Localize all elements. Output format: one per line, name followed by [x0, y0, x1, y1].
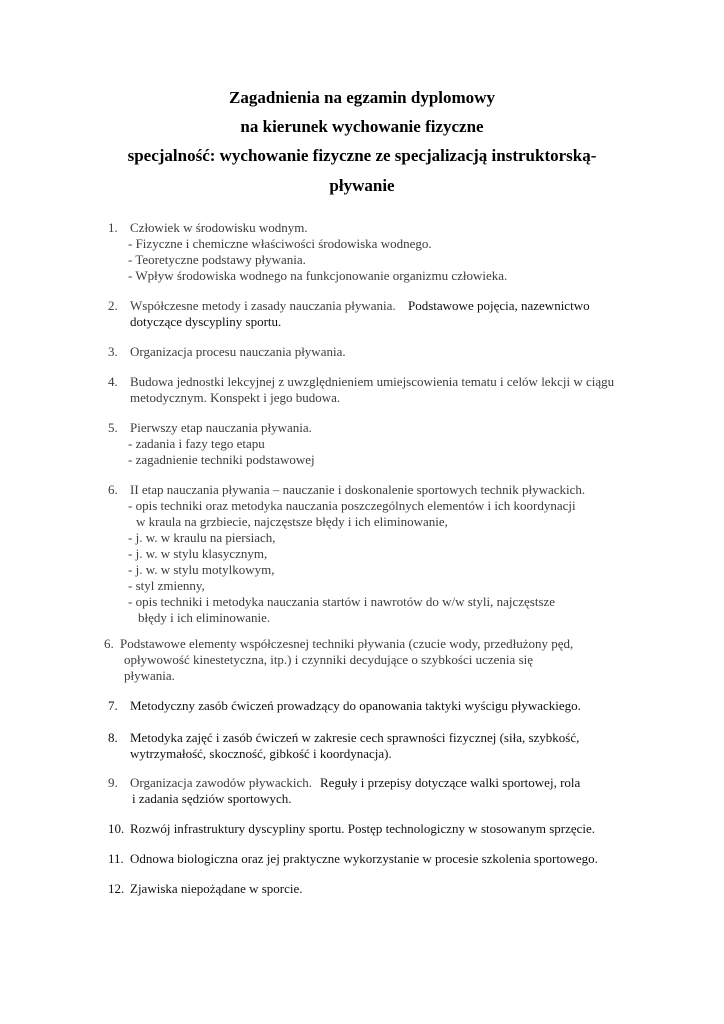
item-line: błędy i ich eliminowanie. — [138, 610, 271, 625]
item-number: 8. — [108, 730, 118, 745]
item-line: Organizacja zawodów pływackich. — [130, 775, 313, 790]
item-line: Odnowa biologiczna oraz jej praktyczne wykorzystanie w procesie szkolenia sportowego. — [130, 851, 598, 866]
item-line: - Wpływ środowiska wodnego na funkcjonowanie organizmu człowieka. — [128, 268, 508, 283]
item-number: 4. — [108, 374, 118, 389]
item-line: Rozwój infrastruktury dyscypliny sportu. Postęp technologiczny w stosowanym sprzęcie. — [130, 821, 596, 836]
item-line: II etap nauczania pływania – nauczanie i doskonalenie sportowych technik pływackich. — [130, 482, 586, 497]
item-number: 9. — [108, 775, 118, 790]
item-number: 2. — [108, 298, 118, 313]
item-line: w kraula na grzbiecie, najczęstsze błędy i ich eliminowanie, — [136, 514, 448, 529]
item-line: Metodyka zajęć i zasób ćwiczeń w zakresie cech sprawności fizycznej (siła, szybkość, — [130, 730, 580, 745]
item-line: - j. w. w stylu klasycznym, — [128, 546, 268, 561]
item-line: opływowość kinestetyczna, itp.) i czynniki decydujące o szybkości uczenia się — [124, 652, 534, 667]
title-line-3: specjalność: wychowanie fizyczne ze specjalizacją instruktorską- — [127, 146, 597, 165]
item-number: 11. — [108, 851, 124, 866]
item-number: 7. — [108, 698, 118, 713]
item-line: Podstawowe pojęcia, nazewnictwo — [408, 298, 590, 313]
item-line: - Teoretyczne podstawy pływania. — [128, 252, 306, 267]
title-line-4: pływanie — [329, 176, 395, 195]
item-line: Podstawowe elementy współczesnej techniki pływania (czucie wody, przedłużony pęd, — [120, 636, 574, 651]
title-line-2: na kierunek wychowanie fizyczne — [240, 117, 484, 136]
item-line: Organizacja procesu nauczania pływania. — [130, 344, 346, 359]
item-line: Człowiek w środowisku wodnym. — [130, 220, 308, 235]
item-line: - j. w. w stylu motylkowym, — [128, 562, 275, 577]
item-line: pływania. — [124, 668, 175, 683]
item-number: 6. — [108, 482, 118, 497]
item-number: 5. — [108, 420, 118, 435]
item-line: - styl zmienny, — [128, 578, 205, 593]
item-line: Metodyczny zasób ćwiczeń prowadzący do opanowania taktyki wyścigu pływackiego. — [130, 698, 581, 713]
item-line: Współczesne metody i zasady nauczania pływania. — [130, 298, 396, 313]
item-line: metodycznym. Konspekt i jego budowa. — [130, 390, 341, 405]
item-line: Reguły i przepisy dotyczące walki sportowej, rola — [320, 775, 581, 790]
item-number: 1. — [108, 220, 118, 235]
item-number: 6. — [104, 636, 114, 651]
item-line: wytrzymałość, skoczność, gibkość i koordynacja). — [130, 746, 392, 761]
item-line: - j. w. w kraulu na piersiach, — [128, 530, 276, 545]
title-line-1: Zagadnienia na egzamin dyplomowy — [229, 88, 495, 107]
item-line: - opis techniki oraz metodyka nauczania poszczególnych elementów i ich koordynacji — [128, 498, 576, 513]
item-line: Pierwszy etap nauczania pływania. — [130, 420, 312, 435]
item-line: dotyczące dyscypliny sportu. — [130, 314, 282, 329]
item-line: - zagadnienie techniki podstawowej — [128, 452, 315, 467]
item-line: Budowa jednostki lekcyjnej z uwzględnieniem umiejscowienia tematu i celów lekcji w ciągu — [130, 374, 615, 389]
item-line: - zadania i fazy tego etapu — [128, 436, 265, 451]
item-number: 10. — [108, 821, 125, 836]
item-number: 12. — [108, 881, 125, 896]
item-line: - opis techniki i metodyka nauczania startów i nawrotów do w/w styli, najczęstsze — [128, 594, 556, 609]
item-line: i zadania sędziów sportowych. — [132, 791, 292, 806]
item-line: - Fizyczne i chemiczne właściwości środowiska wodnego. — [128, 236, 432, 251]
item-line: Zjawiska niepożądane w sporcie. — [130, 881, 303, 896]
item-number: 3. — [108, 344, 118, 359]
